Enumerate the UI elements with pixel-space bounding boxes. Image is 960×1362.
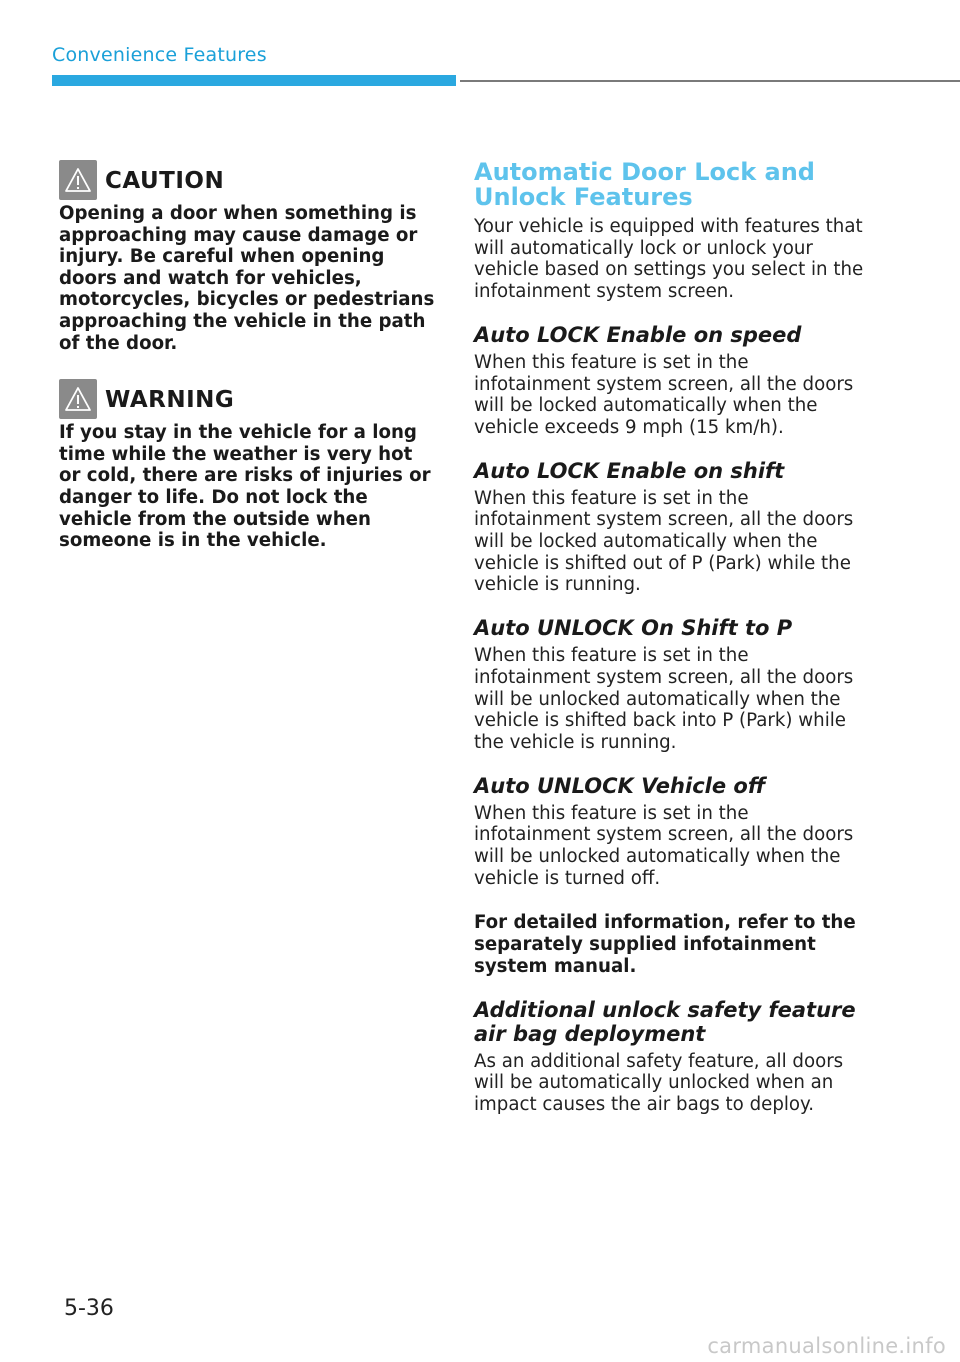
feature-section-title: Automatic Door Lock and Unlock Features (474, 158, 815, 211)
subsection-body-unlock-off: When this feature is set in the infotainment system screen, all the doors will be unlocked automatically when the vehicle is turned off. (474, 802, 854, 889)
subsection-body-unlock-shift-p: When this feature is set in the infotainment system screen, all the doors will be unlocked automatically when the vehicle is shifted back into P (Park) while the vehicle is running. (474, 645, 854, 753)
right-column (474, 160, 864, 1116)
warning-text: If you stay in the vehicle for a long time while the weather is very hot or cold, there are risks of injuries or danger to life. Do not lock the vehicle from the outside when someone is in the vehicle. (59, 422, 431, 552)
infotainment-note: For detailed information, refer to the separately supplied infotainment system manual. (474, 912, 856, 977)
page-number: 5-36 (64, 1296, 114, 1321)
header-accent-bar (52, 75, 456, 86)
warning-title: WARNING (105, 387, 235, 414)
caution-notice (59, 160, 439, 354)
subsection-body-airbag: As an additional safety feature, all doors will be automatically unlocked when an impact causes the air bags to deploy. (474, 1050, 844, 1115)
subsection-body-lock-shift: When this feature is set in the infotainment system screen, all the doors will be locked automatically when the vehicle is shifted out of P (Park) while the vehicle is running. (474, 487, 854, 596)
section-title: Convenience Features (52, 44, 267, 66)
caution-text: Opening a door when something is approaching may cause damage or injury. Be careful when opening doors and watch for vehicles, motorcycles, bicycles or pedestrians approaching the vehicle in the path of the door. (59, 203, 435, 354)
warning-triangle-icon (59, 160, 97, 200)
subsection-title-lock-speed: Auto LOCK Enable on speed (474, 322, 802, 347)
left-column (59, 160, 439, 552)
feature-intro: Your vehicle is equipped with features that will automatically lock or unlock your vehicle based on settings you select in the infotainment system screen. (474, 216, 864, 303)
subsection-title-unlock-shift-p: Auto UNLOCK On Shift to P (474, 616, 793, 641)
header-divider (460, 80, 960, 82)
caution-title: CAUTION (105, 168, 225, 194)
warning-notice (59, 379, 439, 552)
subsection-title-unlock-off: Auto UNLOCK Vehicle off (474, 773, 766, 798)
subsection-title-lock-shift: Auto LOCK Enable on shift (474, 458, 785, 483)
warning-triangle-icon (59, 379, 97, 419)
watermark: carmanualsonline.info (707, 1334, 946, 1358)
subsection-title-airbag: Additional unlock safety feature air bag deployment (474, 997, 856, 1046)
subsection-body-lock-speed: When this feature is set in the infotainment system screen, all the doors will be locked automatically when the vehicle exceeds 9 mph (15 km/h). (474, 351, 854, 438)
